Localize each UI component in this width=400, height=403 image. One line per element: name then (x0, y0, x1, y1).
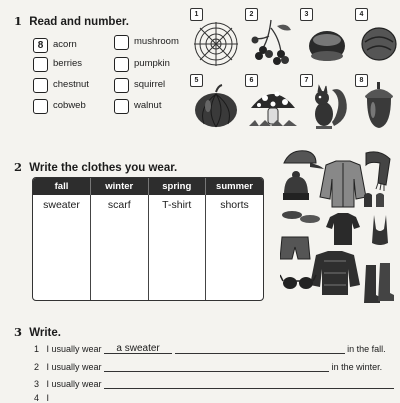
picture-number: 2 (245, 8, 258, 21)
picture-5 (190, 74, 240, 134)
clothes-table (32, 177, 264, 301)
picture-number: 1 (190, 8, 203, 21)
cobweb-icon (192, 20, 240, 68)
gloves-icon (364, 193, 384, 207)
picture-number: 8 (355, 74, 368, 87)
cell-spring[interactable]: T-shirt (149, 195, 207, 300)
picture-number: 7 (300, 74, 313, 87)
number-box-chestnut[interactable] (33, 78, 48, 93)
squirrel-icon (306, 82, 350, 132)
write-line-3 (34, 378, 394, 389)
woolly-hat-icon (283, 171, 309, 200)
picture-3 (300, 8, 350, 68)
picture-number: 3 (300, 8, 313, 21)
answer-blank[interactable] (104, 361, 329, 372)
sunglasses-icon (280, 275, 316, 289)
section-3-title (14, 325, 61, 339)
write-line-4 (34, 393, 49, 403)
word-chestnut: chestnut (53, 79, 89, 90)
line-prefix: I usually wear (46, 344, 102, 354)
word-cobweb: cobweb (53, 100, 86, 111)
swimsuit-icon (372, 215, 388, 245)
cell-fall[interactable]: sweater (33, 195, 91, 300)
walnut-icon (359, 22, 399, 64)
header-winter: winter (91, 178, 148, 195)
cap-icon (284, 151, 324, 169)
picture-number: 6 (245, 74, 258, 87)
section-title-text: Write. (29, 327, 61, 339)
line-number: 1 (34, 344, 40, 354)
picture-8 (355, 74, 400, 134)
acorn-icon (361, 80, 397, 132)
number-box-walnut[interactable] (114, 99, 129, 114)
picture-1 (190, 8, 240, 68)
cell-winter[interactable]: scarf (91, 195, 148, 300)
picture-2 (245, 8, 295, 68)
line-suffix: in the winter. (331, 362, 383, 372)
cell-summer[interactable]: shorts (220, 199, 249, 211)
pumpkin-icon (192, 82, 240, 130)
answer-blank[interactable] (104, 378, 394, 389)
word-squirrel: squirrel (134, 79, 166, 90)
picture-number: 4 (355, 8, 368, 21)
picture-6 (245, 74, 300, 134)
tshirt-icon (326, 213, 360, 245)
write-line-1 (34, 343, 386, 354)
number-box-squirrel[interactable] (114, 78, 129, 93)
picture-4 (355, 8, 400, 68)
shorts-icon (280, 237, 310, 259)
number-box-mushroom[interactable] (114, 35, 129, 50)
word-acorn: acorn (53, 39, 77, 50)
number-box-berries[interactable] (33, 57, 48, 72)
clothing-pictures (280, 145, 398, 315)
number-box-pumpkin[interactable] (114, 57, 129, 72)
line-number: 3 (34, 379, 40, 389)
section-2-title (14, 160, 177, 174)
line-number: 4 (34, 393, 40, 403)
boots-icon (364, 263, 394, 303)
jacket-icon (310, 251, 360, 295)
write-line-2 (34, 361, 382, 372)
coat-icon (320, 161, 366, 207)
picture-7 (300, 74, 350, 134)
word-pumpkin: pumpkin (134, 58, 170, 69)
section-number: 3 (14, 325, 23, 339)
line-prefix: I usually wear (46, 379, 102, 389)
berries-icon (249, 18, 293, 68)
section-title-text: Read and number. (29, 16, 129, 28)
line-prefix: I (46, 393, 50, 403)
line-suffix: in the fall. (347, 344, 386, 354)
sandals-icon (282, 211, 320, 223)
header-spring: spring (149, 178, 207, 195)
line-prefix: I usually wear (46, 362, 102, 372)
answer-blank[interactable]: a sweater (104, 343, 172, 354)
section-1-title (14, 14, 129, 28)
picture-number: 5 (190, 74, 203, 87)
table-header-row (33, 178, 263, 195)
section-number: 2 (14, 160, 23, 174)
section-title-text: Write the clothes you wear. (29, 162, 178, 174)
scarf-icon (366, 152, 390, 191)
line-number: 2 (34, 362, 40, 372)
answer-blank-extension[interactable] (175, 343, 345, 354)
number-box-acorn[interactable]: 8 (33, 38, 48, 53)
table-row (33, 195, 263, 300)
header-summer: summer (206, 178, 263, 195)
word-berries: berries (53, 58, 83, 69)
chestnut-icon (304, 20, 350, 66)
mushroom-icon (247, 84, 299, 130)
section-number: 1 (14, 14, 23, 28)
number-box-cobweb[interactable] (33, 99, 48, 114)
word-walnut: walnut (134, 100, 162, 111)
header-fall: fall (33, 178, 91, 195)
word-mushroom: mushroom (134, 36, 179, 47)
